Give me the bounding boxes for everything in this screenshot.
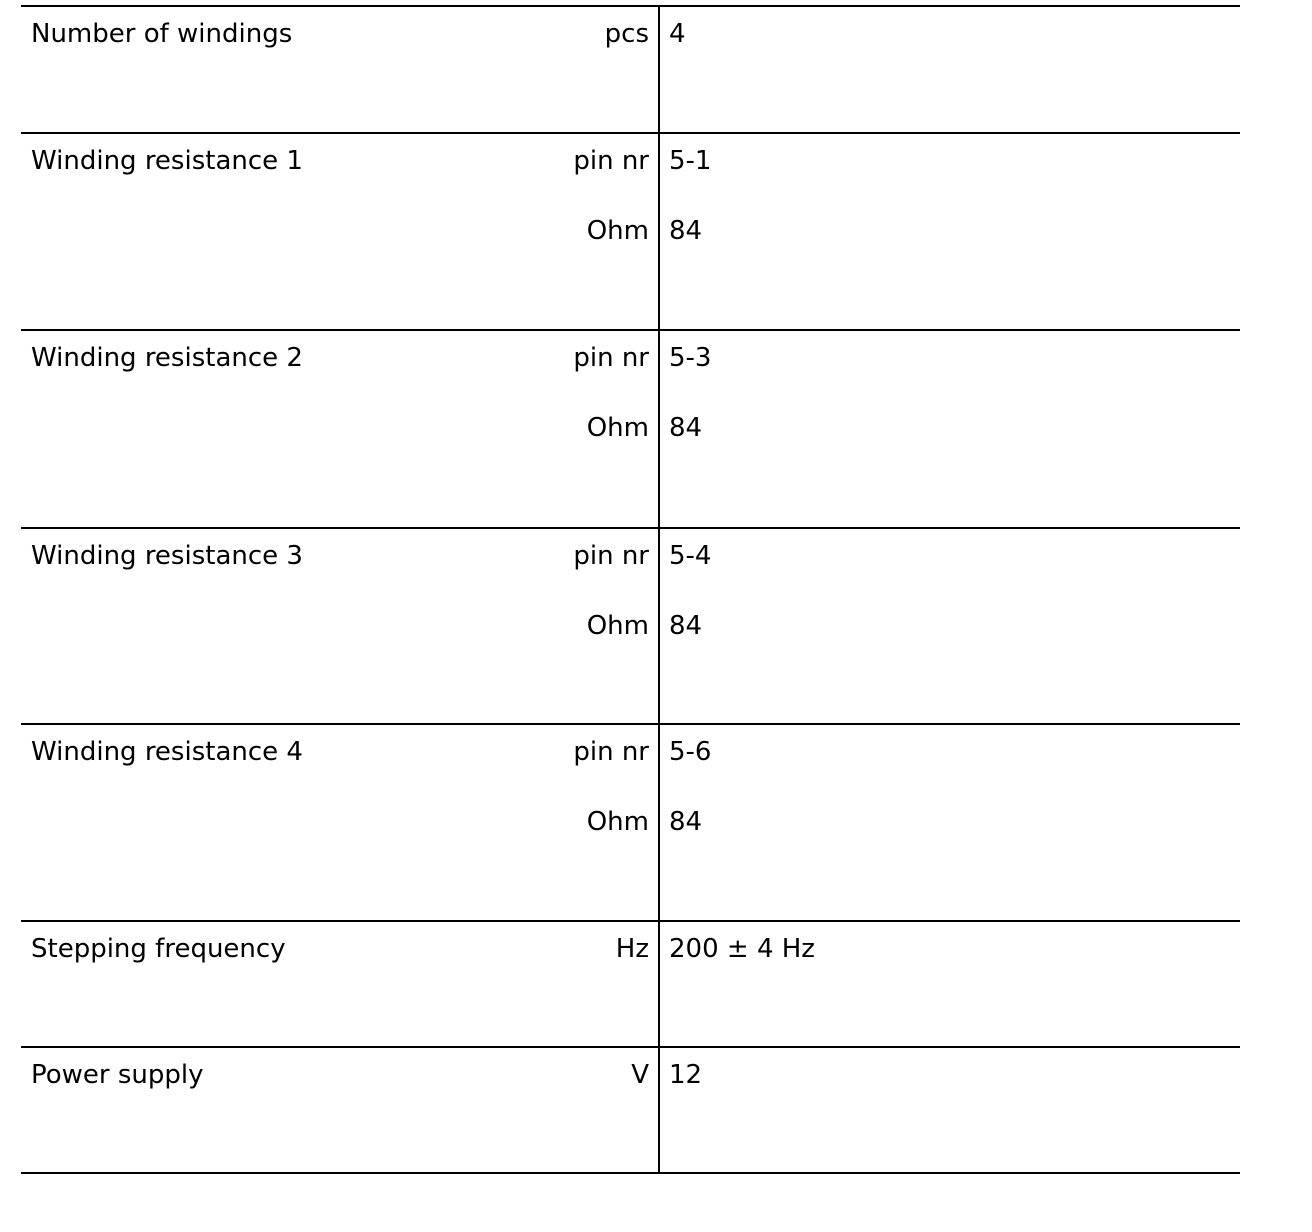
spec-row-winding-resistance-2 xyxy=(21,331,1240,529)
parameter-label: Winding resistance 1 xyxy=(31,146,303,176)
unit-label: pin nr xyxy=(573,146,649,176)
value-cell xyxy=(660,922,1240,1046)
value-label: 12 xyxy=(669,1060,703,1090)
unit-label: Hz xyxy=(615,934,649,964)
value-cell xyxy=(660,134,1240,329)
unit-label: pcs xyxy=(604,19,649,49)
value-label: 5-3 xyxy=(669,343,712,373)
spec-row-power-supply xyxy=(21,1048,1240,1174)
value-label: 5-1 xyxy=(669,146,712,176)
value-cell xyxy=(660,7,1240,132)
parameter-label: Power supply xyxy=(31,1060,204,1090)
unit-label: Ohm xyxy=(586,611,649,641)
parameter-label: Winding resistance 4 xyxy=(31,737,303,767)
parameter-cell xyxy=(21,1048,660,1172)
value-cell xyxy=(660,1048,1240,1172)
value-cell xyxy=(660,725,1240,920)
parameter-cell xyxy=(21,922,660,1046)
unit-label: V xyxy=(631,1060,649,1090)
value-label: 5-6 xyxy=(669,737,712,767)
parameter-label: Winding resistance 3 xyxy=(31,541,303,571)
spec-row-stepping-frequency xyxy=(21,922,1240,1048)
parameter-cell xyxy=(21,7,660,132)
unit-label: pin nr xyxy=(573,343,649,373)
parameter-cell xyxy=(21,725,660,920)
value-label: 4 xyxy=(669,19,686,49)
value-label: 84 xyxy=(669,807,703,837)
parameter-label: Number of windings xyxy=(31,19,293,49)
parameter-cell xyxy=(21,331,660,527)
unit-label: pin nr xyxy=(573,541,649,571)
spec-table xyxy=(21,5,1240,1174)
parameter-label: Winding resistance 2 xyxy=(31,343,303,373)
spec-row-winding-resistance-3 xyxy=(21,529,1240,725)
value-label: 84 xyxy=(669,611,703,641)
unit-label: Ohm xyxy=(586,807,649,837)
value-label: 5-4 xyxy=(669,541,712,571)
unit-label: Ohm xyxy=(586,413,649,443)
parameter-cell xyxy=(21,529,660,723)
spec-row-winding-resistance-1 xyxy=(21,134,1240,331)
value-cell xyxy=(660,331,1240,527)
spec-row-winding-resistance-4 xyxy=(21,725,1240,922)
value-cell xyxy=(660,529,1240,723)
unit-label: Ohm xyxy=(586,216,649,246)
value-label: 84 xyxy=(669,216,703,246)
parameter-label: Stepping frequency xyxy=(31,934,286,964)
spec-row-number-of-windings xyxy=(21,7,1240,134)
value-label: 84 xyxy=(669,413,703,443)
parameter-cell xyxy=(21,134,660,329)
value-label: 200 ± 4 Hz xyxy=(669,934,815,964)
unit-label: pin nr xyxy=(573,737,649,767)
